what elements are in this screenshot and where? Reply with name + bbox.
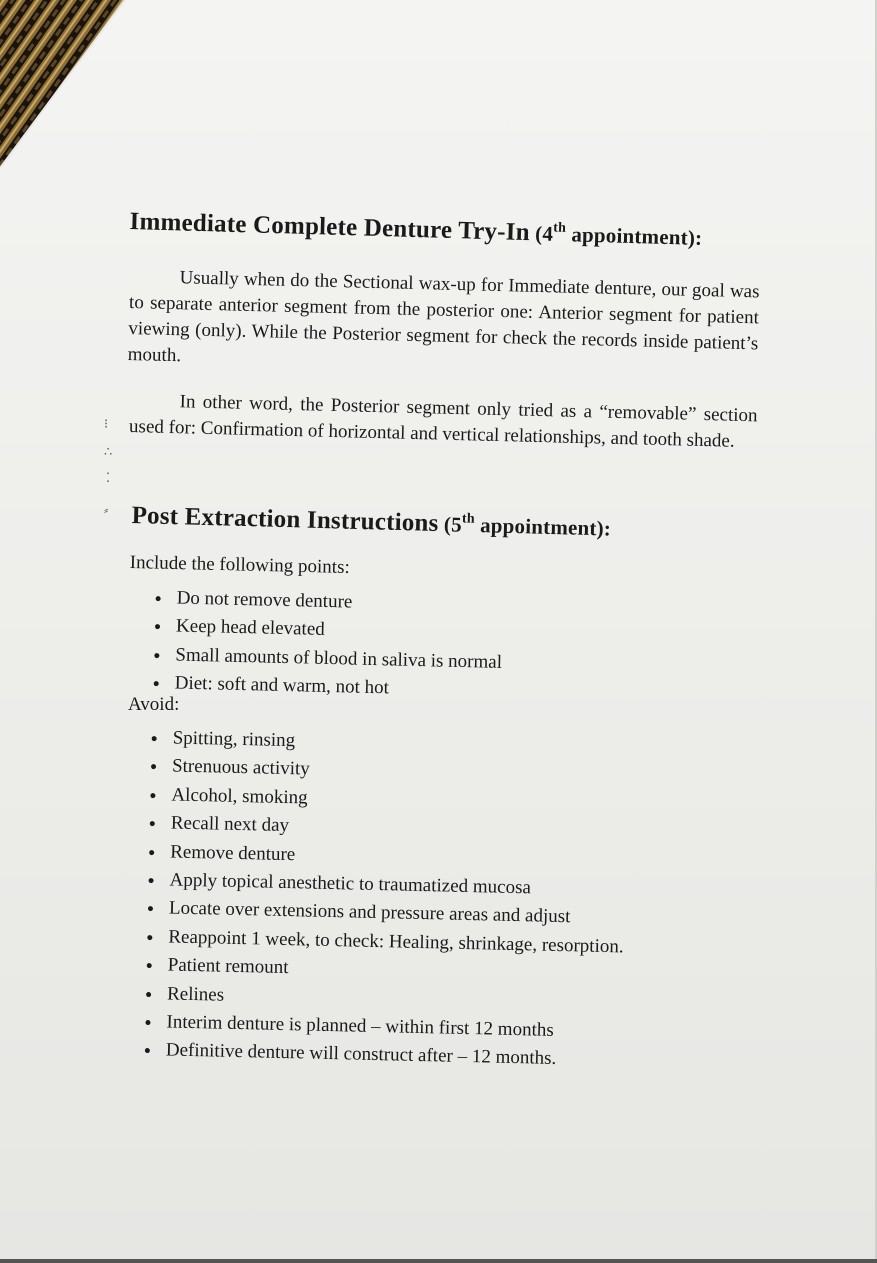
list-item: Interim denture is planned – within first 12 months: [142, 1008, 622, 1047]
list-item: Small amounts of blood in saliva is normal: [151, 641, 502, 677]
margin-scribble: ∴: [104, 444, 113, 459]
margin-scribble: ⁚: [106, 470, 111, 485]
list-item: Remove denture: [146, 838, 626, 877]
margin-scribble: ⁝: [104, 416, 109, 431]
list-item: Patient remount: [143, 951, 623, 990]
list-item: Definitive denture will construct after – 12 months.: [142, 1036, 622, 1075]
list-item: Locate over extensions and pressure areas and adjust: [145, 894, 625, 933]
paragraph-posterior-segment: In other word, the Posterior segment only tried as a “removable” section used for: Confirmation of horizontal and vertical relationships, and tooth shade.: [128, 391, 758, 452]
margin-scribble: ⸗: [104, 502, 109, 517]
list-item: Alcohol, smoking: [147, 781, 627, 820]
list-item: Apply topical anesthetic to traumatized mucosa: [145, 866, 625, 905]
list-item: Strenuous activity: [148, 752, 628, 791]
include-list: [150, 584, 503, 705]
list-item: Relines: [143, 979, 623, 1018]
avoid-list: [142, 724, 629, 1075]
section-heading-try-in: Immediate Complete Denture Try-In (4th appointment):: [129, 208, 703, 250]
list-item: Do not remove denture: [152, 584, 503, 620]
list-item: Keep head elevated: [152, 612, 503, 648]
section-heading-post-extraction: Post Extraction Instructions (5th appointment):: [131, 502, 612, 541]
list-item: Diet: soft and warm, not hot: [150, 669, 501, 705]
avoid-label: Avoid:: [128, 694, 180, 715]
include-label: Include the following points:: [129, 552, 351, 578]
list-item: Recall next day: [147, 809, 627, 848]
paragraph-sectional-wax-up: Usually when do the Sectional wax-up for Immediate denture, our goal was to separate anterior segment from the posterior one: Anterior segment for patient viewing (only). While the Posterior segment for check the records inside patient’s mouth.: [127, 267, 760, 367]
list-item: Spitting, rinsing: [148, 724, 628, 763]
list-item: Reappoint 1 week, to check: Healing, shrinkage, resorption.: [144, 923, 624, 962]
page-bottom-edge: [0, 1259, 877, 1263]
